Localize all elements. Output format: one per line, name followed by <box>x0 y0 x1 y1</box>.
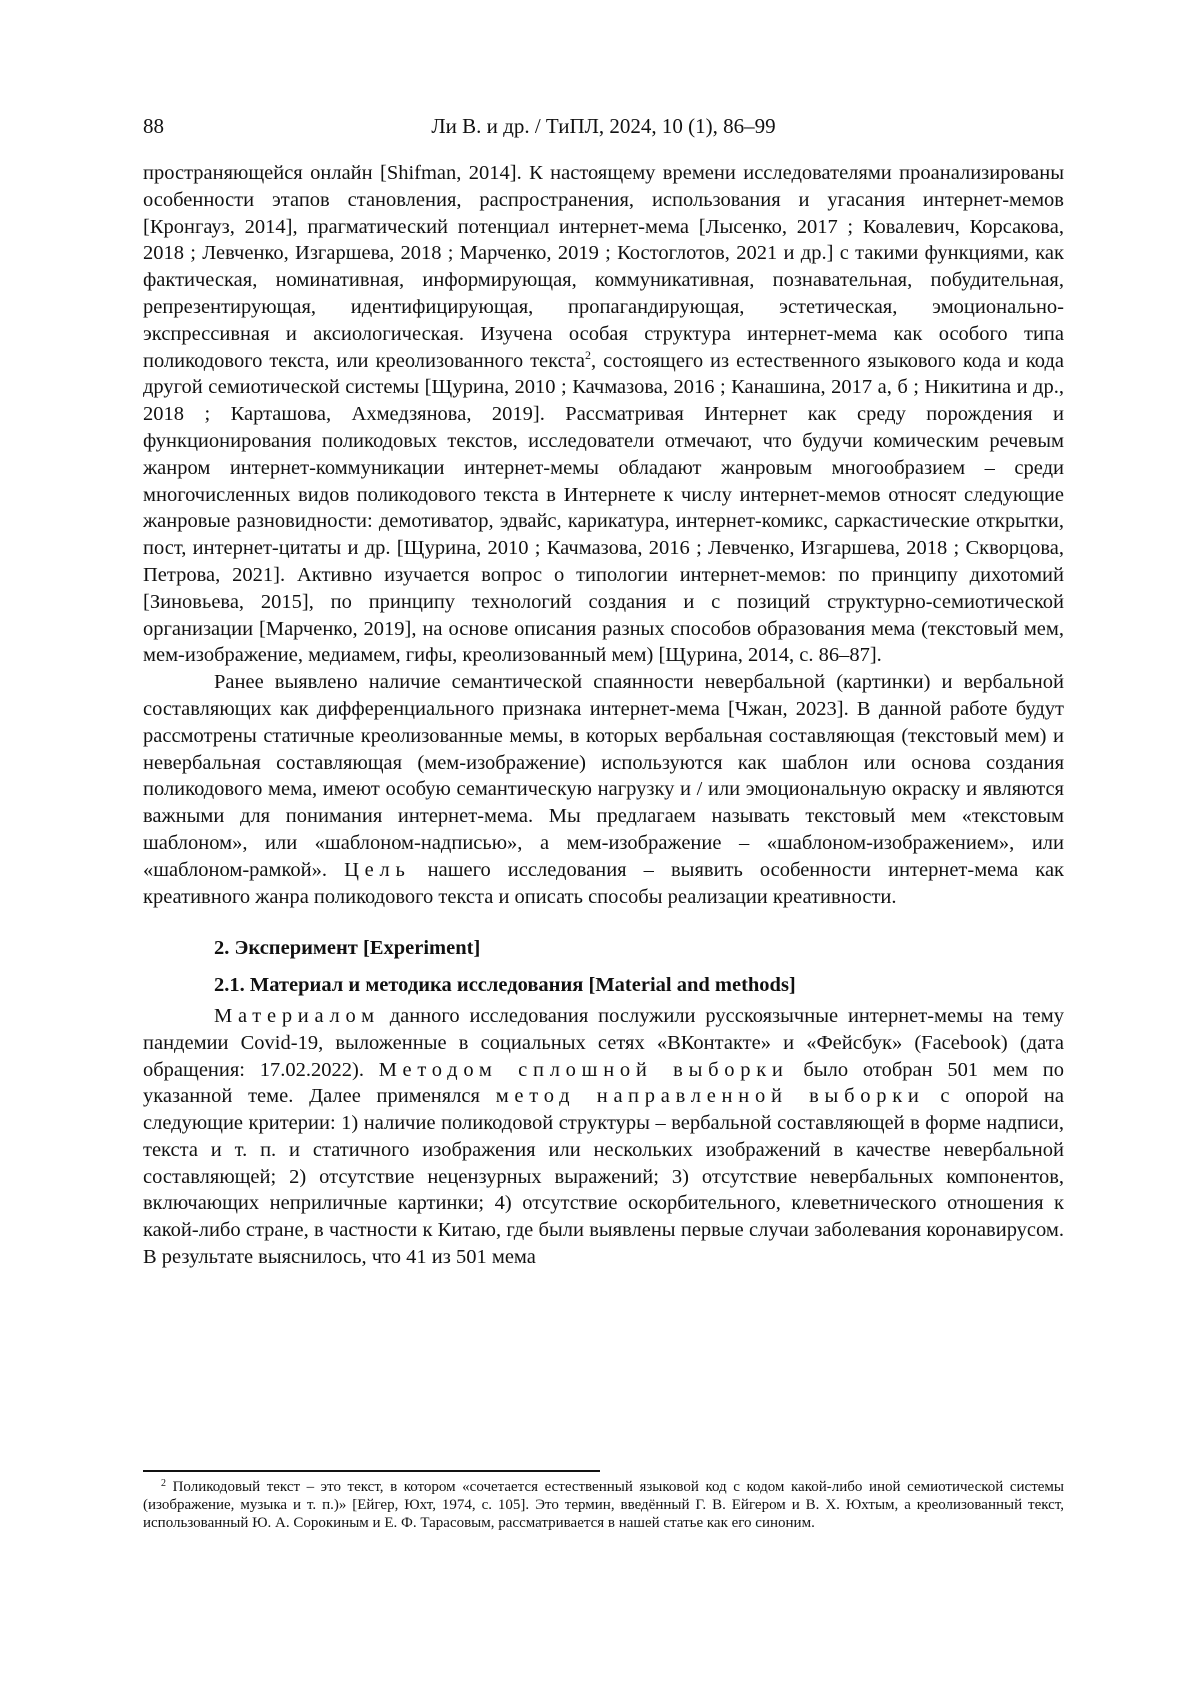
paragraph-3-emphasis-3: метод направленной выборки <box>495 1085 925 1108</box>
paragraph-2-emphasis: Цель <box>344 858 411 881</box>
paragraph-3-text-c: с опорой на следующие критерии: 1) наличие поликодовой структуры – вербальной составляющей в форме надписи, текста и т. п. и статичного изображения или нескольких изображений в качестве невербальной составляющей; 2) отсутствие нецензурных выражений; 3) отсутствие невербальных компонентов, включающих неприличные картинки; 4) отсутствие оскорбительного, клеветнического отношения к какой-либо стране, в частности к Китаю, где были выявлены первые случаи заболевания коронавирусом. В результате выяснилось, что 41 из 501 мема <box>143 1085 1064 1269</box>
paragraph-2-text-b: нашего исследования – выявить особенности интернет-мема как креативного жанра поликодового текста и описать способы реализации креативности. <box>143 858 1064 908</box>
running-title: Ли В. и др. / ТиПЛ, 2024, 10 (1), 86–99 <box>431 114 776 138</box>
footnote-paragraph <box>143 1478 1064 1533</box>
footnote-divider <box>143 1470 600 1472</box>
paragraph-1-text-b: , состоящего из естественного языкового кода и кода другой семиотической системы [Щурина, 2010 ; Качмазова, 2016 ; Канашина, 2017 а, б ; Никитина и др., 2018 ; Карташова, Ахмедзянова, 2019]. Рассматривая Интернет как среду порождения и функционирования поликодовых текстов, исследователи отмечают, что будучи комическим речевым жанром интернет-коммуникации интернет-мемы обладают жанровым многообразием – среди многочисленных видов поликодового текста в Интернете к числу интернет-мемов относят следующие жанровые разновидности: демотиватор, эдвайс, карикатура, интернет-комикс, саркастические открытки, пост, интернет-цитаты и др. [Щурина, 2010 ; Качмазова, 2016 ; Левченко, Изгаршева, 2018 ; Скворцова, Петрова, 2021]. Активно изучается вопрос о типологии интернет-мемов: по принципу дихотомий [Зиновьева, 2015], по принципу технологий создания и с позиций структурно-семиотической организации [Марченко, 2019], на основе описания разных способов образования мема (текстовый мем, мем-изображение, медиамем, гифы, креолизованный мем) [Щурина, 2014, с. 86–87]. <box>143 349 1064 667</box>
footnote-mark: 2 <box>161 1478 166 1489</box>
footnote <box>143 1478 1064 1533</box>
footnote-reference: 2 <box>584 347 591 362</box>
paragraph-2 <box>143 669 1064 910</box>
subsection-heading-material: 2.1. Материал и методика исследования [Material and methods] <box>214 974 796 997</box>
main-text <box>143 160 1064 1271</box>
paragraph-3 <box>143 1003 1064 1271</box>
page-number: 88 <box>143 114 164 138</box>
paragraph-1 <box>143 160 1064 669</box>
page-header <box>143 114 1064 144</box>
paragraph-1-text-a: пространяющейся онлайн [Shifman, 2014]. К настоящему времени исследователями проанализированы особенности этапов становления, распространения, использования и угасания интернет-мемов [Кронгауз, 2014], прагматический потенциал интернет-мема [Лысенко, 2017 ; Ковалевич, Корсакова, 2018 ; Левченко, Изгаршева, 2018 ; Марченко, 2019 ; Костоглотов, 2021 и др.] с такими функциями, как фактическая, номинативная, информирующая, коммуникативная, познавательная, побудительная, репрезентирующая, идентифицирующая, пропагандирующая, эстетическая, эмоционально-экспрессивная и аксиологическая. Изучена особая структура интернет-мема как особого типа поликодового текста, или креолизованного текста <box>143 162 1064 372</box>
paragraph-3-emphasis-2: Методом сплошной выборки <box>378 1058 789 1081</box>
paragraph-3-text-b: было отобран 501 мем по указанной теме. Далее применялся <box>143 1058 1064 1108</box>
footnote-text: Поликодовый текст – это текст, в котором «сочетается естественный языковой код с кодом какой-либо иной семиотической системы (изображение, музыка и т. п.)» [Ейгер, Юхт, 1974, с. 105]. Это термин, введённый Г. В. Ейгером и В. Х. Юхтым, а креолизованный текст, использованный Ю. А. Сорокиным и Е. Ф. Тарасовым, рассматривается в нашей статье как его синоним. <box>143 1479 1064 1532</box>
paragraph-3-text-a: данного исследования послужили русскоязычные интернет-мемы на тему пандемии Covid-19, выложенные в социальных сетях «ВКонтакте» и «Фейсбук» (Facebook) (дата обращения: 17.02.2022). <box>143 1004 1064 1081</box>
paragraph-3-emphasis-1: Материалом <box>214 1004 380 1027</box>
section-heading-experiment: 2. Эксперимент [Experiment] <box>214 937 481 960</box>
paragraph-2-text-a: Ранее выявлено наличие семантической спаянности невербальной (картинки) и вербальной составляющих как дифференциального признака интернет-мема [Чжан, 2023]. В данной работе будут рассмотрены статичные креолизованные мемы, в которых вербальная составляющая (текстовый мем) и невербальная составляющая (мем-изображение) используются как шаблон или основа создания поликодового мема, имеют особую семантическую нагрузку и / или эмоциональную окраску и являются важными для понимания интернет-мема. Мы предлагаем называть текстовый мем «текстовым шаблоном», или «шаблоном-надписью», а мем-изображение – «шаблоном-изображением», или «шаблоном-рамкой». <box>143 671 1064 881</box>
